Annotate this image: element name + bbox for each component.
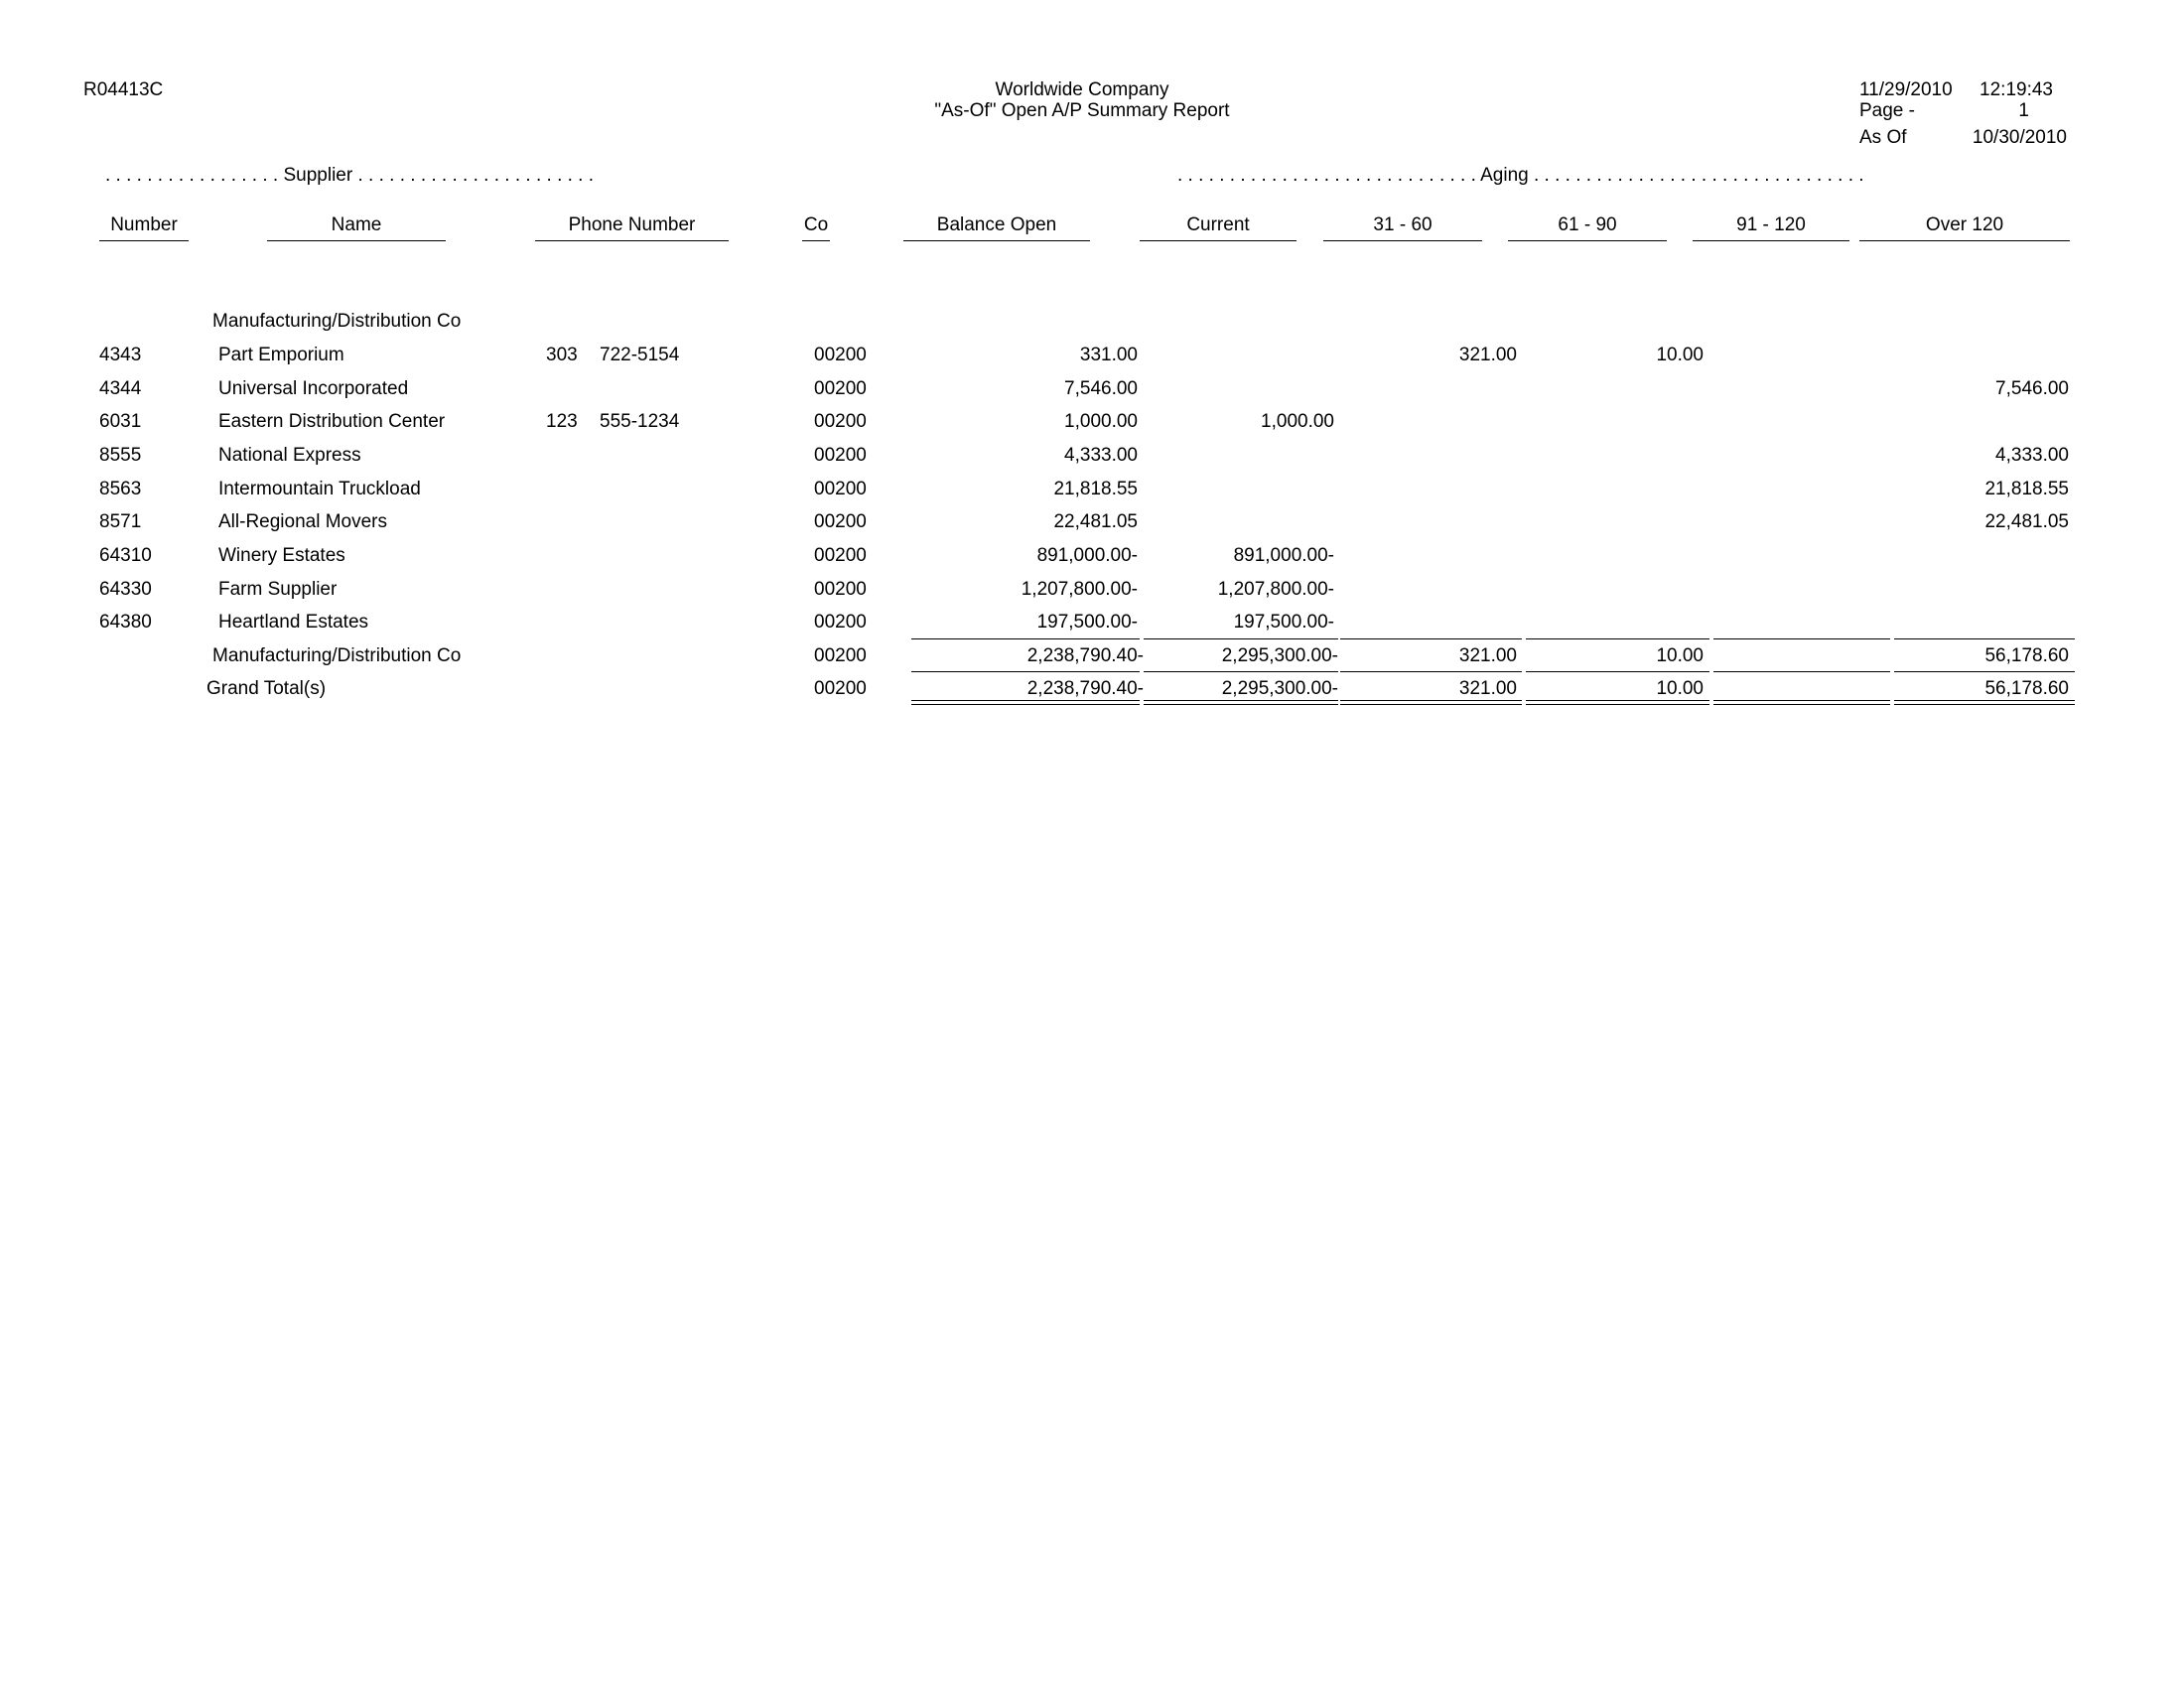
as-of-date: 10/30/2010 (1972, 127, 2067, 148)
row-current: 197,500.00- (1233, 612, 1334, 633)
as-of-label: As Of (1859, 127, 1907, 148)
report-title: "As-Of" Open A/P Summary Report (934, 100, 1230, 121)
grand-total-co: 00200 (814, 678, 867, 699)
col-number: Number (110, 214, 178, 235)
row-balance-open: 197,500.00- (1036, 612, 1138, 633)
col-91-120-underline (1693, 240, 1849, 241)
section-title: Manufacturing/Distribution Co (212, 311, 462, 332)
grand-total-31-60: 321.00 (1458, 678, 1517, 699)
row-over-120: 21,818.55 (1984, 479, 2069, 499)
col-91-120: 91 - 120 (1736, 214, 1806, 235)
subtotal-rule-current (1144, 638, 1338, 639)
row-31-60: 321.00 (1458, 345, 1517, 365)
row-balance-open: 4,333.00 (1064, 445, 1138, 466)
row-number: 64380 (99, 612, 152, 633)
row-number: 8555 (99, 445, 142, 466)
double-rule-current (1144, 700, 1338, 705)
grand-total-over-120: 56,178.60 (1984, 678, 2069, 699)
row-name: All-Regional Movers (218, 511, 388, 532)
subtotal-over-120: 56,178.60 (1984, 645, 2069, 666)
row-name: Part Emporium (218, 345, 344, 365)
col-over-120-underline (1859, 240, 2070, 241)
subtotal-rule-91-120 (1713, 638, 1890, 639)
row-balance-open: 22,481.05 (1053, 511, 1138, 532)
double-rule-91-120 (1713, 700, 1890, 705)
row-name: Eastern Distribution Center (218, 411, 446, 432)
subtotal-current: 2,295,300.00- (1221, 645, 1338, 666)
row-current: 1,207,800.00- (1217, 579, 1334, 600)
col-balance-open: Balance Open (936, 214, 1057, 235)
subtotal-co: 00200 (814, 645, 867, 666)
row-number: 4344 (99, 378, 142, 399)
subtotal-31-60: 321.00 (1458, 645, 1517, 666)
report-date: 11/29/2010 (1859, 79, 1953, 100)
grand-rule-over-120 (1894, 671, 2075, 672)
report-id: R04413C (83, 79, 164, 100)
double-rule-over-120 (1894, 700, 2075, 705)
page-number: 1 (2018, 100, 2029, 121)
grand-total-61-90: 10.00 (1656, 678, 1704, 699)
row-name: Heartland Estates (218, 612, 369, 633)
row-co: 00200 (814, 445, 867, 466)
col-61-90: 61 - 90 (1558, 214, 1617, 235)
col-name-underline (267, 240, 446, 241)
col-31-60: 31 - 60 (1373, 214, 1433, 235)
row-balance-open: 331.00 (1079, 345, 1138, 365)
col-current-underline (1140, 240, 1297, 241)
row-co: 00200 (814, 378, 867, 399)
double-rule-61-90 (1526, 700, 1709, 705)
subtotal-rule-61-90 (1526, 638, 1709, 639)
row-co: 00200 (814, 545, 867, 566)
grand-total-balance-open: 2,238,790.40- (1026, 678, 1144, 699)
row-number: 8571 (99, 511, 142, 532)
page-label: Page - (1859, 100, 1915, 121)
row-61-90: 10.00 (1656, 345, 1704, 365)
row-co: 00200 (814, 345, 867, 365)
col-61-90-underline (1508, 240, 1667, 241)
row-number: 64330 (99, 579, 152, 600)
row-area-code: 123 (546, 411, 578, 432)
subtotal-rule-over-120 (1894, 638, 2075, 639)
col-over-120: Over 120 (1925, 214, 2004, 235)
subtotal-rule-balance (911, 638, 1140, 639)
row-balance-open: 21,818.55 (1053, 479, 1138, 499)
col-co: Co (803, 214, 829, 235)
row-phone: 555-1234 (600, 411, 680, 432)
row-current: 1,000.00 (1261, 411, 1334, 432)
grand-total-current: 2,295,300.00- (1221, 678, 1338, 699)
row-number: 6031 (99, 411, 142, 432)
row-number: 64310 (99, 545, 152, 566)
grand-rule-61-90 (1526, 671, 1709, 672)
row-phone: 722-5154 (600, 345, 680, 365)
col-current: Current (1186, 214, 1250, 235)
aging-group-header: . . . . . . . . . . . . . . . . . . . . . . . . . . . . . Aging . . . . . . . . . . . . . . . . . . . . . . . . . . . . . . . . (1177, 165, 1864, 186)
col-balance-open-underline (903, 240, 1090, 241)
col-phone-underline (535, 240, 729, 241)
row-balance-open: 1,000.00 (1064, 411, 1138, 432)
row-name: National Express (218, 445, 361, 466)
row-balance-open: 1,207,800.00- (1021, 579, 1138, 600)
row-over-120: 4,333.00 (1995, 445, 2069, 466)
subtotal-rule-31-60 (1340, 638, 1522, 639)
company-name: Worldwide Company (995, 79, 1169, 100)
grand-total-label: Grand Total(s) (206, 678, 327, 699)
row-co: 00200 (814, 479, 867, 499)
row-name: Winery Estates (218, 545, 345, 566)
double-rule-balance (911, 700, 1140, 705)
row-balance-open: 891,000.00- (1036, 545, 1138, 566)
subtotal-61-90: 10.00 (1656, 645, 1704, 666)
row-co: 00200 (814, 612, 867, 633)
row-name: Intermountain Truckload (218, 479, 421, 499)
row-over-120: 22,481.05 (1984, 511, 2069, 532)
grand-rule-91-120 (1713, 671, 1890, 672)
row-balance-open: 7,546.00 (1064, 378, 1138, 399)
subtotal-label: Manufacturing/Distribution Co (212, 645, 462, 666)
row-area-code: 303 (546, 345, 578, 365)
col-name: Name (331, 214, 382, 235)
grand-rule-balance (911, 671, 1140, 672)
row-co: 00200 (814, 579, 867, 600)
double-rule-31-60 (1340, 700, 1522, 705)
row-name: Farm Supplier (218, 579, 338, 600)
row-number: 8563 (99, 479, 142, 499)
col-co-underline (802, 240, 830, 241)
row-co: 00200 (814, 511, 867, 532)
row-name: Universal Incorporated (218, 378, 409, 399)
row-current: 891,000.00- (1233, 545, 1334, 566)
row-co: 00200 (814, 411, 867, 432)
col-number-underline (99, 240, 189, 241)
row-over-120: 7,546.00 (1995, 378, 2069, 399)
supplier-group-header: . . . . . . . . . . . . . . . . . Supplier . . . . . . . . . . . . . . . . . . . . . . . (105, 165, 595, 186)
col-31-60-underline (1323, 240, 1482, 241)
report-time: 12:19:43 (1979, 79, 2053, 100)
row-number: 4343 (99, 345, 142, 365)
subtotal-balance-open: 2,238,790.40- (1026, 645, 1144, 666)
grand-rule-31-60 (1340, 671, 1522, 672)
col-phone: Phone Number (568, 214, 696, 235)
grand-rule-current (1144, 671, 1338, 672)
